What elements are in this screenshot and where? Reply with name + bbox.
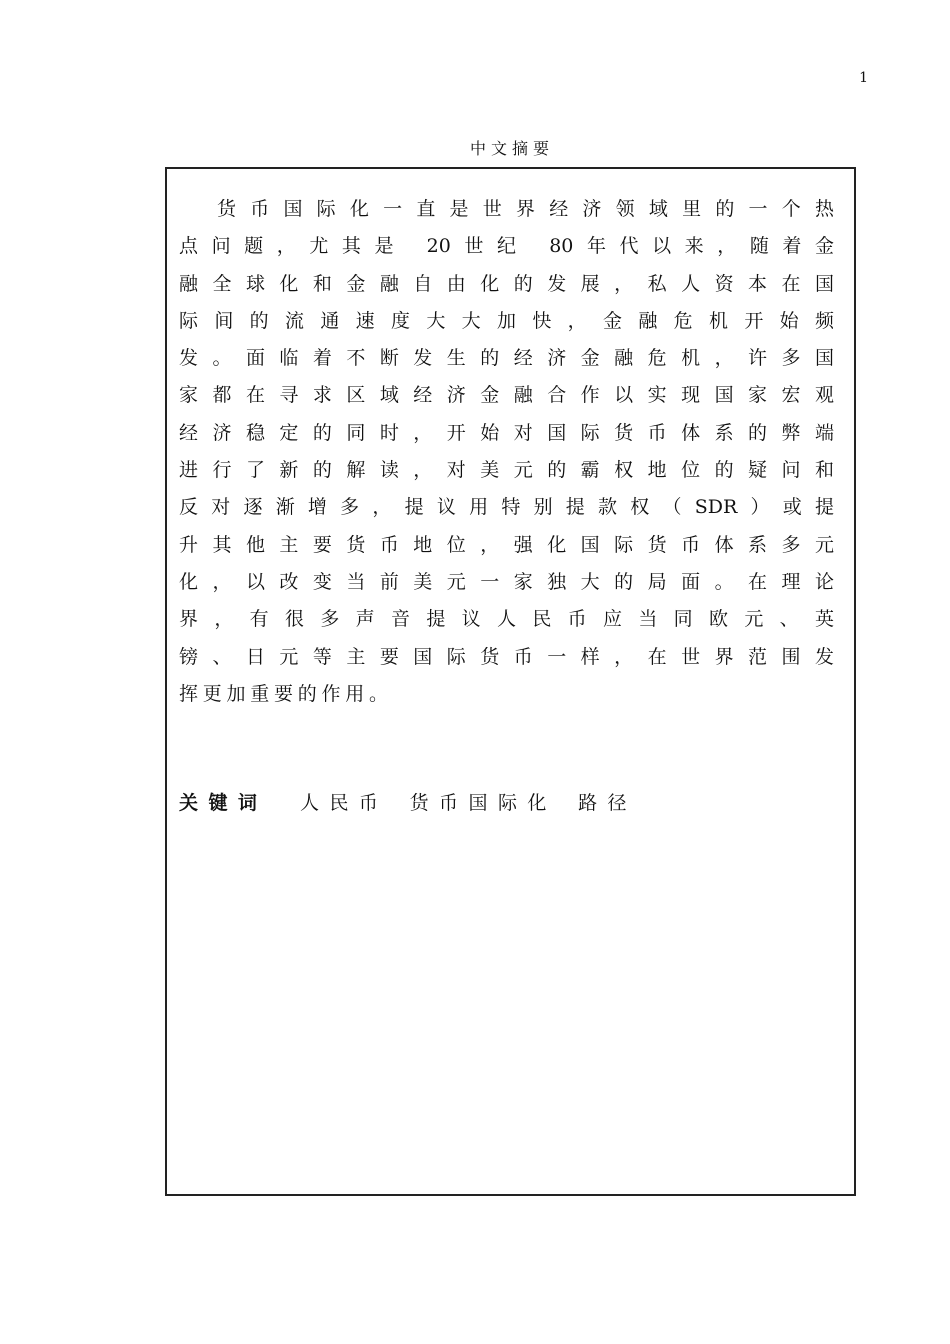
abstract-line: 家都在寻求区域经济金融合作以实现国家宏观 <box>179 384 834 407</box>
abstract-line: 发。面临着不断发生的经济金融危机，许多国 <box>179 347 834 370</box>
keywords-label: 关键词 <box>179 792 268 814</box>
keyword: 路径 <box>578 792 637 814</box>
abstract-line: 进行了新的解读，对美元的霸权地位的疑问和 <box>179 459 834 482</box>
keyword: 货币国际化 <box>409 792 557 814</box>
abstract-line: 界，有很多声音提议人民币应当同欧元、英 <box>179 608 834 631</box>
abstract-line: 升其他主要货币地位，强化国际货币体系多元 <box>179 533 834 556</box>
keywords-row <box>179 788 652 815</box>
abstract-line: 反对逐渐增多，提议用特别提款权（SDR）或提 <box>179 496 834 519</box>
keyword: 人民币 <box>300 792 389 814</box>
abstract-frame <box>165 167 856 1196</box>
abstract-line: 镑、日元等主要国际货币一样，在世界范围发 <box>179 645 834 668</box>
abstract-line: 经济稳定的同时，开始对国际货币体系的弊端 <box>179 421 834 444</box>
abstract-line: 挥更加重要的作用。 <box>179 682 393 705</box>
section-title: 中文摘要 <box>469 139 554 158</box>
page-number: 1 <box>859 70 868 86</box>
abstract-line: 货币国际化一直是世界经济领域里的一个热 <box>217 198 834 220</box>
abstract-line: 化，以改变当前美元一家独大的局面。在理论 <box>179 570 834 593</box>
abstract-body <box>179 191 834 713</box>
abstract-line: 点问题，尤其是 20世纪 80年代以来，随着金 <box>179 235 834 258</box>
abstract-line: 融全球化和金融自由化的发展，私人资本在国 <box>179 272 834 295</box>
abstract-line: 际间的流通速度大大加快，金融危机开始频 <box>179 309 834 332</box>
